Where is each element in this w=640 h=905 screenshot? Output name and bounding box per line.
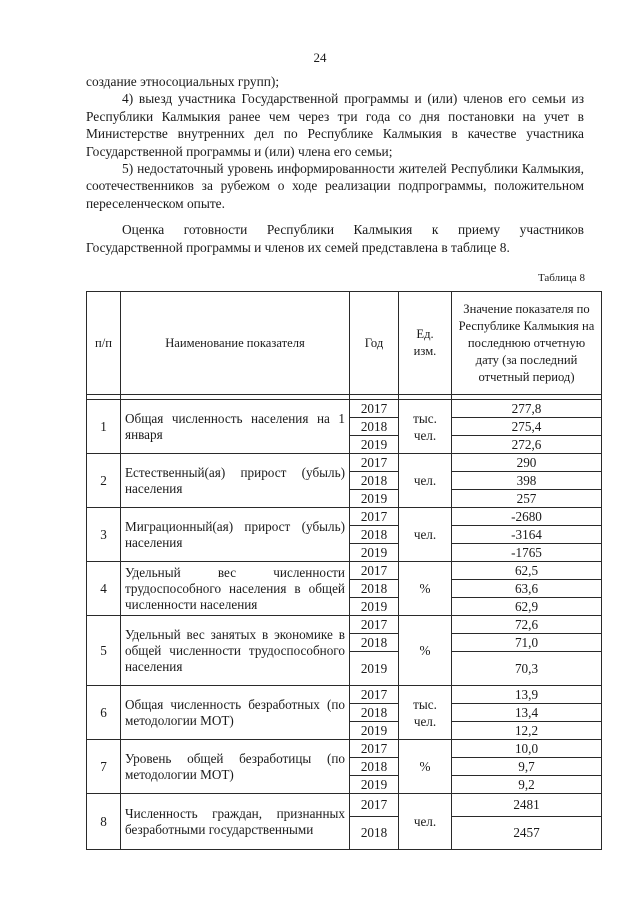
year-cell: 2017: [350, 794, 399, 817]
unit-cell: чел.: [399, 508, 452, 562]
indicator-name: Численность граждан, признанных безработными государственными: [121, 794, 350, 850]
row-number: 3: [87, 508, 121, 562]
year-cell: 2018: [350, 472, 399, 490]
year-cell: 2017: [350, 400, 399, 418]
year-cell: 2019: [350, 652, 399, 686]
value-cell: 13,4: [452, 704, 602, 722]
value-cell: 257: [452, 490, 602, 508]
body-text: [86, 73, 584, 256]
table-row: [87, 686, 602, 704]
header-year: Год: [350, 292, 399, 395]
value-cell: -3164: [452, 526, 602, 544]
indicator-name: Естественный(ая) прирост (убыль) населения: [121, 454, 350, 508]
row-number: 7: [87, 740, 121, 794]
header-value: Значение показателя по Республике Калмыкия на последнюю отчетную дату (за последний отчетный период): [452, 292, 602, 395]
paragraph: 4) выезд участника Государственной программы и (или) членов его семьи из Республики Калмыкия ранее чем через три года со дня постановки на учет в Министерстве внутренних дел по Республике Калмыкия в качестве участника Государственной программы и (или) члена его семьи;: [86, 91, 584, 159]
table-row: [87, 616, 602, 634]
table-row: [87, 794, 602, 817]
year-cell: 2018: [350, 526, 399, 544]
row-number: 5: [87, 616, 121, 686]
value-cell: 2457: [452, 817, 602, 850]
header-num: п/п: [87, 292, 121, 395]
row-number: 2: [87, 454, 121, 508]
value-cell: 290: [452, 454, 602, 472]
year-cell: 2018: [350, 580, 399, 598]
value-cell: 277,8: [452, 400, 602, 418]
value-cell: 9,7: [452, 758, 602, 776]
year-cell: 2018: [350, 817, 399, 850]
value-cell: 70,3: [452, 652, 602, 686]
indicator-name: Миграционный(ая) прирост (убыль) населения: [121, 508, 350, 562]
value-cell: 72,6: [452, 616, 602, 634]
table-row: [87, 562, 602, 580]
year-cell: 2018: [350, 758, 399, 776]
row-number: 1: [87, 400, 121, 454]
table-row: [87, 454, 602, 472]
indicators-table: [86, 291, 602, 850]
unit-cell: %: [399, 740, 452, 794]
unit-cell: %: [399, 616, 452, 686]
year-cell: 2019: [350, 776, 399, 794]
indicator-name: Удельный вес численности трудоспособного населения в общей численности населения: [121, 562, 350, 616]
row-number: 8: [87, 794, 121, 850]
value-cell: 398: [452, 472, 602, 490]
value-cell: 2481: [452, 794, 602, 817]
year-cell: 2018: [350, 418, 399, 436]
unit-cell: %: [399, 562, 452, 616]
row-number: 4: [87, 562, 121, 616]
year-cell: 2017: [350, 686, 399, 704]
year-cell: 2019: [350, 436, 399, 454]
table-row: [87, 400, 602, 418]
value-cell: 62,5: [452, 562, 602, 580]
year-cell: 2019: [350, 722, 399, 740]
value-cell: 63,6: [452, 580, 602, 598]
unit-cell: чел.: [399, 454, 452, 508]
value-cell: -1765: [452, 544, 602, 562]
year-cell: 2017: [350, 562, 399, 580]
table-row: [87, 508, 602, 526]
year-cell: 2018: [350, 634, 399, 652]
year-cell: 2019: [350, 544, 399, 562]
table-caption: Таблица 8: [537, 272, 585, 284]
table-row: [87, 740, 602, 758]
value-cell: 9,2: [452, 776, 602, 794]
value-cell: 62,9: [452, 598, 602, 616]
year-cell: 2018: [350, 704, 399, 722]
value-cell: -2680: [452, 508, 602, 526]
header-unit: Ед. изм.: [399, 292, 452, 395]
unit-cell: чел.: [399, 794, 452, 850]
paragraph: 5) недостаточный уровень информированности жителей Республики Калмыкия, соотечественников за рубежом о ходе реализации подпрограммы, положительном переселенческом опыте.: [86, 161, 584, 211]
table-header-row: [87, 292, 602, 395]
year-cell: 2017: [350, 740, 399, 758]
value-cell: 12,2: [452, 722, 602, 740]
value-cell: 10,0: [452, 740, 602, 758]
value-cell: 13,9: [452, 686, 602, 704]
indicator-name: Общая численность безработных (по методологии МОТ): [121, 686, 350, 740]
value-cell: 275,4: [452, 418, 602, 436]
header-name: Наименование показателя: [121, 292, 350, 395]
indicator-name: Общая численность населения на 1 января: [121, 400, 350, 454]
year-cell: 2017: [350, 454, 399, 472]
unit-cell: тыс. чел.: [399, 686, 452, 740]
unit-cell: тыс. чел.: [399, 400, 452, 454]
year-cell: 2017: [350, 616, 399, 634]
paragraph: Оценка готовности Республики Калмыкия к приему участников Государственной программы и членов их семей представлена в таблице 8.: [86, 222, 584, 255]
value-cell: 71,0: [452, 634, 602, 652]
page-number: 24: [313, 50, 327, 65]
year-cell: 2017: [350, 508, 399, 526]
year-cell: 2019: [350, 598, 399, 616]
value-cell: 272,6: [452, 436, 602, 454]
indicator-name: Удельный вес занятых в экономике в общей численности трудоспособного населения: [121, 616, 350, 686]
year-cell: 2019: [350, 490, 399, 508]
paragraph: создание этносоциальных групп);: [86, 74, 280, 89]
table-body: [87, 400, 602, 850]
indicator-name: Уровень общей безработицы (по методологии МОТ): [121, 740, 350, 794]
row-number: 6: [87, 686, 121, 740]
